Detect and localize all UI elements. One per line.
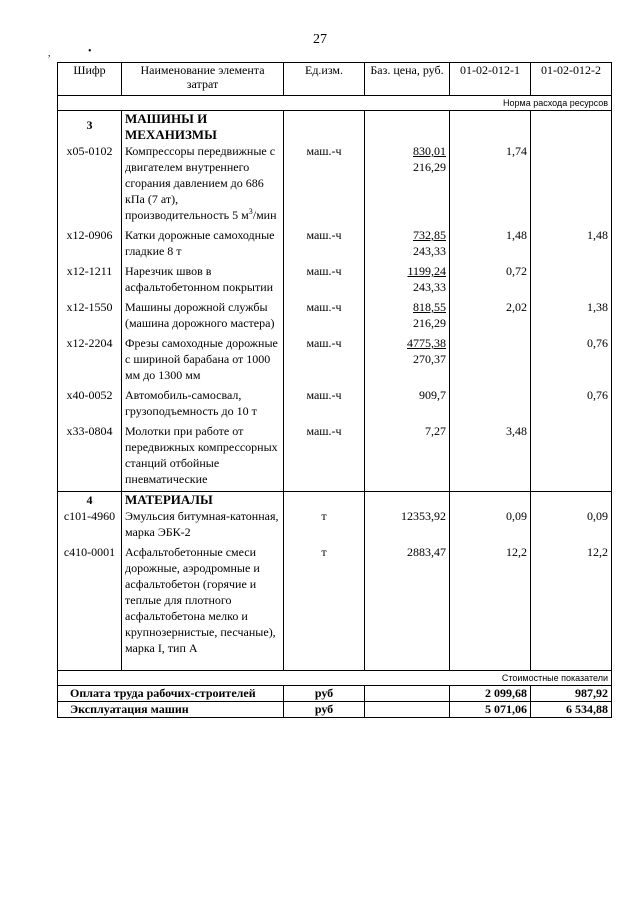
table-header-row (58, 63, 612, 96)
cost-label-row (58, 671, 612, 686)
row-price: 818,55 216,29 (365, 299, 450, 331)
row-value-1: 1,74 (450, 143, 531, 223)
norm-label: Норма расхода ресурсов (58, 96, 612, 111)
table-row (58, 544, 612, 656)
row-name: Нарезчик швов в асфальтобетонном покрытии (122, 263, 284, 295)
row-unit: маш.-ч (284, 423, 365, 487)
row-value-1: 2,02 (450, 299, 531, 331)
row-value-1 (450, 387, 531, 419)
row-name: Асфальтобетонные смеси дорожные, аэродромные и асфальтобетон (горячие и теплые для плотного асфальтобетона мелко и крупнозернистые, песчаные), марка I, тип А (122, 544, 284, 656)
row-name: Фрезы самоходные дорожные с шириной барабана от 1000 мм до 1300 мм (122, 335, 284, 383)
section-header-row (58, 111, 612, 144)
row-value-1: 0,72 (450, 263, 531, 295)
row-price: 909,7 (365, 387, 450, 419)
header-unit: Ед.изм. (284, 63, 365, 96)
cost-label: Стоимостные показатели (58, 671, 612, 686)
row-value-2: 0,76 (531, 387, 612, 419)
total-value-2: 6 534,88 (531, 702, 612, 718)
row-value-1: 12,2 (450, 544, 531, 656)
table-row (58, 423, 612, 487)
header-name: Наименование элемента затрат (122, 63, 284, 96)
row-price: 2883,47 (365, 544, 450, 656)
total-value-1: 5 071,06 (450, 702, 531, 718)
row-unit: маш.-ч (284, 263, 365, 295)
row-unit: маш.-ч (284, 227, 365, 259)
row-value-1: 0,09 (450, 508, 531, 540)
total-price-empty (365, 702, 450, 718)
table-row (58, 387, 612, 419)
row-name: Молотки при работе от передвижных компрессорных станций отбойные пневматические (122, 423, 284, 487)
row-name: Автомобиль-самосвал, грузоподъемность до 10 т (122, 387, 284, 419)
row-price: 732,85 243,33 (365, 227, 450, 259)
row-name: Машины дорожной службы (машина дорожного мастера) (122, 299, 284, 331)
total-label: Оплата труда рабочих-строителей (58, 686, 284, 702)
header-col1: 01-02-012-1 (450, 63, 531, 96)
row-code: с410-0001 (58, 544, 122, 656)
total-row (58, 686, 612, 702)
section-title: МАТЕРИАЛЫ (122, 492, 284, 509)
table-row (58, 335, 612, 383)
total-unit: руб (284, 702, 365, 718)
row-unit: маш.-ч (284, 387, 365, 419)
header-code: Шифр (58, 63, 122, 96)
row-value-1: 1,48 (450, 227, 531, 259)
row-code: х12-1550 (58, 299, 122, 331)
table-row (58, 143, 612, 223)
page-number: 27 (313, 32, 327, 47)
row-code: х12-0906 (58, 227, 122, 259)
table-row (58, 263, 612, 295)
row-price: 1199,24 243,33 (365, 263, 450, 295)
row-code: х40-0052 (58, 387, 122, 419)
header-price: Баз. цена, руб. (365, 63, 450, 96)
table-row (58, 227, 612, 259)
row-name: Компрессоры передвижные с двигателем внутреннего сгорания давлением до 686 кПа (7 ат), производительность 5 $м^3$/мин (122, 143, 284, 223)
section-number: 4 (58, 492, 122, 509)
row-price: 7,27 (365, 423, 450, 487)
section-number: 3 (58, 111, 122, 144)
row-value-2 (531, 143, 612, 223)
row-price: 830,01 216,29 (365, 143, 450, 223)
row-value-2: 1,38 (531, 299, 612, 331)
row-code: х05-0102 (58, 143, 122, 223)
total-price-empty (365, 686, 450, 702)
row-value-2: 0,76 (531, 335, 612, 383)
table-row (58, 508, 612, 540)
row-name: Катки дорожные самоходные гладкие 8 т (122, 227, 284, 259)
row-code: х12-1211 (58, 263, 122, 295)
row-value-2 (531, 423, 612, 487)
total-label: Эксплуатация машин (58, 702, 284, 718)
row-unit: маш.-ч (284, 335, 365, 383)
row-unit: маш.-ч (284, 299, 365, 331)
row-value-1 (450, 335, 531, 383)
table-row (58, 299, 612, 331)
scan-mark-comma: , (48, 48, 51, 59)
row-code: х33-0804 (58, 423, 122, 487)
header-col2: 01-02-012-2 (531, 63, 612, 96)
total-row (58, 702, 612, 718)
row-unit: т (284, 508, 365, 540)
section-title: МАШИНЫ И МЕХАНИЗМЫ (122, 111, 284, 144)
row-price: 12353,92 (365, 508, 450, 540)
row-unit: маш.-ч (284, 143, 365, 223)
norm-label-row (58, 96, 612, 111)
total-unit: руб (284, 686, 365, 702)
resource-table (57, 62, 612, 718)
row-value-2: 12,2 (531, 544, 612, 656)
row-code: с101-4960 (58, 508, 122, 540)
row-price: 4775,38 270,37 (365, 335, 450, 383)
row-value-2 (531, 263, 612, 295)
total-value-2: 987,92 (531, 686, 612, 702)
row-unit: т (284, 544, 365, 656)
row-name: Эмульсия битумная-катонная, марка ЭБК-2 (122, 508, 284, 540)
row-value-2: 1,48 (531, 227, 612, 259)
scan-mark-dot: • (88, 46, 92, 57)
row-value-2: 0,09 (531, 508, 612, 540)
section-header-row (58, 492, 612, 509)
total-value-1: 2 099,68 (450, 686, 531, 702)
row-value-1: 3,48 (450, 423, 531, 487)
row-code: х12-2204 (58, 335, 122, 383)
